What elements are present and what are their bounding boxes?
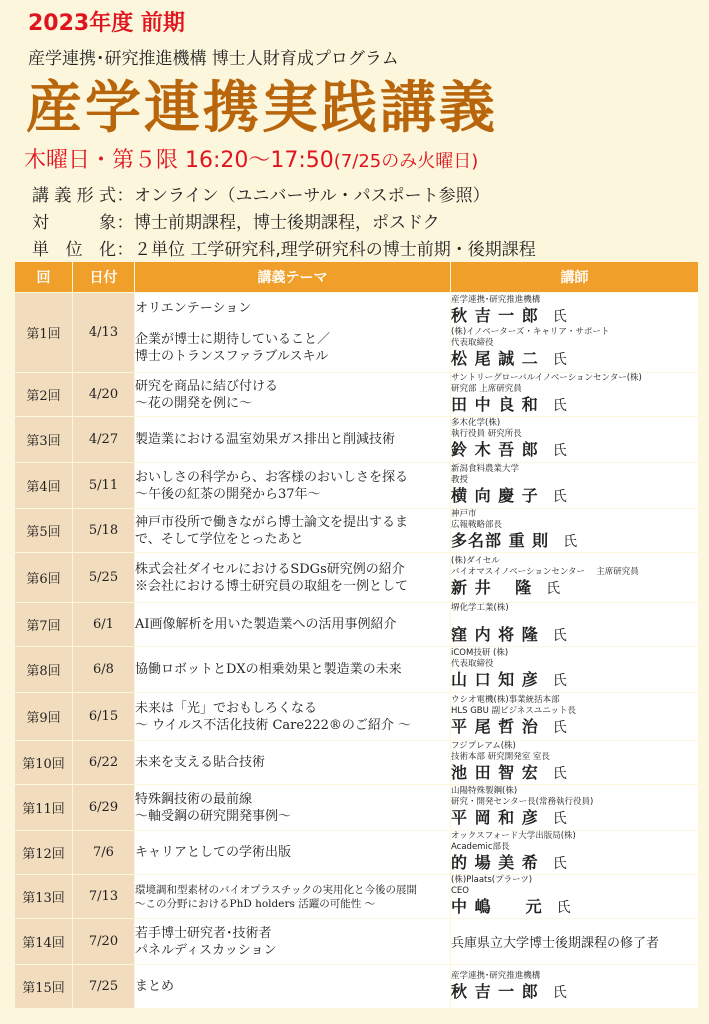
honorific: 氏 — [546, 581, 562, 597]
lecturer-cell — [451, 603, 699, 647]
lecturer-name-text: 田 中 良 和 — [451, 395, 539, 414]
lecturer-name — [451, 897, 698, 918]
lecturer-cell — [451, 293, 699, 373]
table-row — [15, 919, 699, 965]
lecturer-name-text: 秋 吉 一 郎 — [451, 981, 539, 1001]
theme-line: 研究を商品に結び付ける — [135, 378, 279, 394]
table-row — [15, 875, 699, 919]
lecture-date: 7/25 — [73, 965, 135, 1009]
theme-line: で、そして学位をとったあと — [135, 531, 304, 547]
lecturer-name — [451, 670, 698, 691]
table-row — [15, 463, 699, 509]
info-key: 単位化 — [32, 240, 116, 260]
page-title: 産学連携実践講義 — [26, 75, 498, 141]
lecture-number: 第8回 — [15, 647, 73, 693]
honorific: 氏 — [556, 900, 572, 916]
lecturer-affiliation: (株)ダイセル — [451, 556, 500, 566]
info-key: 対象 — [32, 213, 116, 233]
lecturer-affiliation: サントリーグローバルイノベーションセンター(株) — [451, 373, 642, 383]
lecture-theme — [135, 463, 451, 509]
lecturer-cell — [451, 509, 699, 553]
lecture-table — [14, 261, 699, 1009]
theme-line: 協働ロボットとDXの相乗効果と製造業の未来 — [135, 662, 402, 677]
lecture-date: 7/6 — [73, 831, 135, 875]
lecture-number: 第4回 — [15, 463, 73, 509]
honorific: 氏 — [552, 856, 568, 872]
table-header-row — [15, 262, 699, 293]
lecturer-cell — [451, 693, 699, 741]
theme-line: まとめ — [135, 979, 175, 994]
lecturer-name — [451, 486, 698, 507]
theme-line: 未来を支える貼合技術 — [135, 755, 266, 770]
header-no: 回 — [15, 262, 73, 293]
lecturer-name — [451, 853, 698, 874]
lecture-number: 第7回 — [15, 603, 73, 647]
lecturer-note: 兵庫県立大学博士後期課程の修了者 — [451, 936, 660, 951]
lecturer-name-text: 横 向 慶 子 — [451, 486, 539, 505]
honorific: 氏 — [552, 628, 568, 644]
lecture-date: 6/15 — [73, 693, 135, 741]
lecturer-affiliation: 神戸市 — [451, 509, 477, 519]
lecture-number: 第3回 — [15, 417, 73, 463]
lecture-number: 第13回 — [15, 875, 73, 919]
lecture-number: 第11回 — [15, 785, 73, 831]
lecturer-cell — [451, 965, 699, 1009]
lecture-date: 6/1 — [73, 603, 135, 647]
lecturer-cell — [451, 741, 699, 785]
lecture-date: 5/11 — [73, 463, 135, 509]
lecture-theme — [135, 553, 451, 603]
honorific: 氏 — [552, 398, 568, 414]
lecturer-affiliation: 執行役員 研究所長 — [451, 429, 522, 439]
lecture-date: 4/13 — [73, 293, 135, 373]
table-row — [15, 741, 699, 785]
schedule-line — [24, 143, 478, 174]
lecturer-affiliation: オックスフォード大学出版局(株) — [451, 831, 576, 841]
lecturer-affiliation: 技術本部 研究開発室 室長 — [451, 752, 550, 762]
lecturer-affiliation: ウシオ電機(株)事業統括本部 — [451, 695, 560, 705]
theme-line: 若手博士研究者･技術者 — [135, 925, 272, 941]
lecturer-name-text: 多名部 重 則 — [451, 531, 550, 550]
lecturer-affiliation: 多木化学(株) — [451, 418, 501, 428]
lecture-number: 第1回 — [15, 293, 73, 373]
lecturer-name-text: 平 尾 哲 治 — [451, 717, 539, 736]
lecture-theme — [135, 293, 451, 373]
lecturer-affiliation: CEO — [451, 886, 469, 896]
table-row — [15, 785, 699, 831]
theme-line: ～午後の紅茶の開発から37年～ — [135, 486, 321, 502]
honorific: 氏 — [552, 673, 568, 689]
lecturer-cell — [451, 553, 699, 603]
lecture-number: 第9回 — [15, 693, 73, 741]
lecturer-name — [451, 625, 698, 646]
term-label: 2023年度 前期 — [28, 11, 185, 36]
honorific: 氏 — [552, 489, 568, 505]
lecturer-affiliation: 新潟食料農業大学 — [451, 464, 520, 474]
theme-line: パネルディスカッション — [135, 942, 277, 958]
lecture-date: 6/22 — [73, 741, 135, 785]
lecturer-affiliation: (株)イノベーターズ・キャリア・サポート — [451, 327, 610, 337]
lecturer-cell — [451, 463, 699, 509]
theme-line: ～ ウイルス不活化技術 Care222®のご紹介 ～ — [135, 717, 412, 733]
lecture-number: 第12回 — [15, 831, 73, 875]
lecturer-affiliation: 代表取締役 — [451, 659, 494, 669]
lecturer-name-text: 松 尾 誠 二 — [451, 349, 539, 368]
table-row — [15, 509, 699, 553]
theme-line — [135, 317, 450, 331]
lecture-number: 第15回 — [15, 965, 73, 1009]
lecture-date: 6/8 — [73, 647, 135, 693]
theme-line: 企業が博士に期待していること／ — [135, 332, 331, 347]
info-value: オンライン（ユニバーサル・パスポート参照） — [134, 186, 490, 206]
header-date: 日付 — [73, 262, 135, 293]
lecturer-name — [451, 306, 698, 327]
lecture-theme — [135, 647, 451, 693]
lecturer-affiliation: 産学連携･研究推進機構 — [451, 295, 541, 305]
lecturer-affiliation: (株)Plaats(プラーツ) — [451, 875, 533, 885]
theme-line: キャリアとしての学術出版 — [135, 845, 292, 860]
lecture-date: 7/20 — [73, 919, 135, 965]
honorific: 氏 — [552, 811, 568, 827]
lecture-date: 4/27 — [73, 417, 135, 463]
lecture-number: 第2回 — [15, 373, 73, 417]
lecturer-cell — [451, 417, 699, 463]
lecture-date: 7/13 — [73, 875, 135, 919]
lecturer-affiliation: 山陽特殊製鋼(株) — [451, 786, 518, 796]
honorific: 氏 — [552, 720, 568, 736]
header-theme: 講義テーマ — [135, 262, 451, 293]
info-value: ２単位 工学研究科,理学研究科の博士前期・後期課程 — [134, 240, 536, 260]
lecturer-affiliation: HLS GBU 副ビジネスユニット長 — [451, 706, 576, 716]
lecturer-affiliation: 堺化学工業(株) — [451, 603, 509, 613]
table-row — [15, 373, 699, 417]
lecture-theme — [135, 875, 451, 919]
lecturer-affiliation: 研究・開発センター長(常務執行役員) — [451, 797, 594, 807]
table-row — [15, 965, 699, 1009]
lecturer-name — [451, 763, 698, 784]
theme-line: ～花の開発を例に～ — [135, 395, 253, 411]
lecturer-cell — [451, 373, 699, 417]
lecturer-affiliation: 研究部 上席研究員 — [451, 384, 522, 394]
theme-line: 神戸市役所で働きながら博士論文を提出するま — [135, 514, 409, 530]
lecture-theme — [135, 741, 451, 785]
honorific: 氏 — [552, 984, 568, 1001]
lecturer-name-text: 新 井 隆 — [451, 578, 533, 597]
lecture-theme — [135, 831, 451, 875]
honorific: 氏 — [563, 534, 579, 550]
lecturer-name — [451, 531, 698, 552]
lecturer-name — [451, 808, 698, 829]
lecture-theme — [135, 509, 451, 553]
lecture-theme — [135, 965, 451, 1009]
honorific: 氏 — [552, 309, 568, 325]
lecture-theme — [135, 417, 451, 463]
lecture-date: 5/18 — [73, 509, 135, 553]
theme-line: 博士のトランスファラブルスキル — [135, 349, 329, 364]
schedule-time: 木曜日・第５限 16:20～17:50 — [24, 148, 334, 173]
lecturer-name — [451, 395, 698, 416]
honorific: 氏 — [552, 352, 568, 368]
info-key: 講義形式 — [32, 186, 116, 206]
lecturer-name — [451, 349, 698, 370]
lecturer-name-text: 池 田 智 宏 — [451, 763, 539, 782]
theme-line: 製造業における温室効果ガス排出と削減技術 — [135, 432, 396, 447]
theme-line: AI画像解析を用いた製造業への活用事例紹介 — [135, 617, 397, 632]
table-row — [15, 293, 699, 373]
info-value: 博士前期課程，博士後期課程，ポスドク — [134, 213, 440, 233]
lecturer-name-text: 窪 内 将 隆 — [451, 625, 539, 644]
lecture-theme — [135, 919, 451, 965]
info-target: 対象：博士前期課程，博士後期課程，ポスドク — [32, 208, 440, 233]
lecturer-cell — [451, 785, 699, 831]
lecturer-name-text: 鈴 木 吾 郎 — [451, 440, 539, 459]
lecturer-name-text: 的 場 美 希 — [451, 853, 539, 872]
theme-line: ～この分野におけるPhD holders 活躍の可能性 ～ — [135, 897, 376, 910]
header-lecturer: 講師 — [451, 262, 699, 293]
theme-line: 株式会社ダイセルにおけるSDGs研究例の紹介 — [135, 561, 405, 577]
honorific: 氏 — [552, 766, 568, 782]
lecturer-name-text: 山 口 知 彦 — [451, 670, 539, 689]
lecturer-affiliation: 教授 — [451, 475, 469, 485]
lecture-number: 第5回 — [15, 509, 73, 553]
lecturer-name — [451, 440, 698, 461]
theme-line: 特殊鋼技術の最前線 — [135, 791, 253, 807]
lecture-number: 第14回 — [15, 919, 73, 965]
lecturer-affiliation: 広報戦略部長 — [451, 520, 503, 530]
lecturer-affiliation: 代表取締役 — [451, 338, 494, 348]
honorific: 氏 — [552, 443, 568, 459]
theme-line: ※会社における博士研究員の取組を一例として — [135, 578, 409, 594]
table-row — [15, 831, 699, 875]
theme-line: おいしさの科学から、お客様のおいしさを探る — [135, 469, 409, 485]
lecture-date: 5/25 — [73, 553, 135, 603]
lecturer-affiliation: 産学連携･研究推進機構 — [451, 970, 541, 981]
table-row — [15, 603, 699, 647]
theme-line: オリエンテーション — [135, 301, 252, 316]
lecture-theme — [135, 373, 451, 417]
lecture-number: 第10回 — [15, 741, 73, 785]
lecturer-affiliation — [451, 614, 698, 625]
theme-line: 未来は「光」でおもしろくなる — [135, 700, 318, 716]
program-subtitle: 産学連携･研究推進機構 博士人財育成プログラム — [28, 49, 399, 69]
table-row — [15, 553, 699, 603]
lecture-date: 4/20 — [73, 373, 135, 417]
lecturer-affiliation: バイオマスイノベーションセンター 主席研究員 — [451, 567, 639, 577]
lecturer-cell — [451, 875, 699, 919]
table-row — [15, 417, 699, 463]
schedule-note: (7/25のみ火曜日) — [333, 151, 479, 172]
theme-line: ～軸受鋼の研究開発事例～ — [135, 808, 292, 824]
table-row — [15, 693, 699, 741]
lecturer-name — [451, 982, 698, 1003]
lecturer-name-text: 秋 吉 一 郎 — [451, 306, 539, 325]
lecturer-affiliation: フジプレアム(株) — [451, 741, 516, 751]
lecturer-affiliation: Academic部長 — [451, 842, 510, 852]
table-row — [15, 647, 699, 693]
lecturer-cell — [451, 647, 699, 693]
info-format: 講義形式：オンライン（ユニバーサル・パスポート参照） — [32, 181, 490, 206]
lecturer-name-text: 平 岡 和 彦 — [451, 808, 539, 827]
lecturer-name — [451, 717, 698, 738]
lecture-theme — [135, 785, 451, 831]
theme-line: 環境調和型素材のバイオプラスチックの実用化と今後の展開 — [135, 883, 418, 896]
lecturer-cell — [451, 831, 699, 875]
lecture-theme — [135, 693, 451, 741]
lecture-number: 第6回 — [15, 553, 73, 603]
lecture-theme — [135, 603, 451, 647]
lecture-date: 6/29 — [73, 785, 135, 831]
lecturer-name — [451, 578, 698, 599]
lecturer-name-text: 中 嶋 元 — [451, 897, 543, 916]
lecturer-cell — [451, 919, 699, 965]
lecturer-affiliation: iCOM技研 (株) — [451, 648, 509, 658]
info-credit: 単位化：２単位 工学研究科,理学研究科の博士前期・後期課程 — [32, 235, 536, 260]
